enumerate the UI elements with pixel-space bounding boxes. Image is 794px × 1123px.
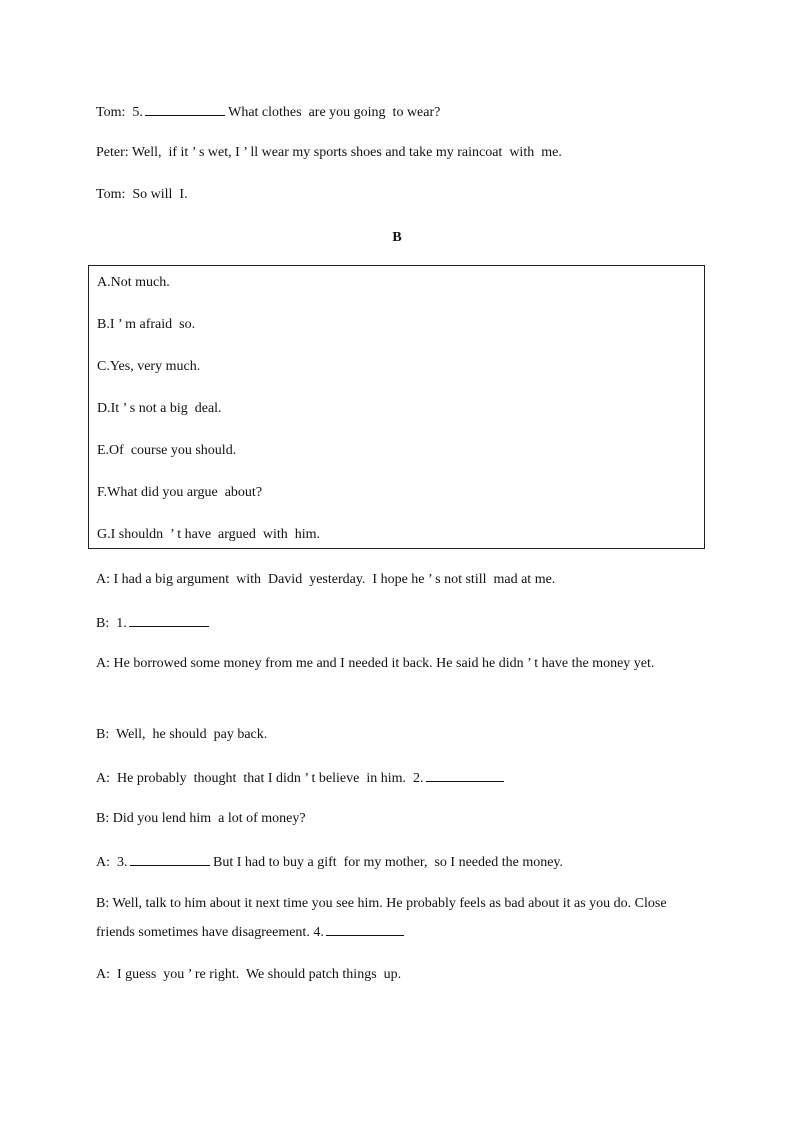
option-d: D.It ’ s not a big deal. [97,401,222,416]
answer-blank-3[interactable] [130,851,210,866]
dialogue-line-tom: Tom: So will I. [96,187,188,202]
answer-blank-1[interactable] [129,612,209,627]
option-c: C.Yes, very much. [97,359,201,374]
dialogue-line-b9: A: I guess you ’ re right. We should patch things up. [96,967,402,982]
dialogue-line-b5 [96,767,504,789]
option-f: F.What did you argue about? [97,485,263,500]
options-box [88,265,705,549]
dialogue-line-peter: Peter: Well, if it ’ s wet, I ’ ll wear my sports shoes and take my raincoat with me. [96,145,562,160]
dialogue-line-b6: B: Did you lend him a lot of money? [96,811,306,826]
dialogue-line-tom-5 [96,101,440,123]
option-b: B.I ’ m afraid so. [97,317,196,332]
line-text: Tom: 5. [96,105,143,120]
section-heading: B [392,230,402,245]
line-text: What clothes are you going to wear? [224,105,441,120]
dialogue-line-b3: A: He borrowed some money from me and I needed it back. He said he didn ’ t have the money yet. [96,656,655,671]
line-text: A: He probably thought that I didn ’ t believe in him. 2. [96,771,424,786]
line-text: B: 1. [96,616,127,631]
answer-blank-4[interactable] [326,921,404,936]
dialogue-line-b2 [96,612,209,634]
option-e: E.Of course you should. [97,443,237,458]
dialogue-line-b1: A: I had a big argument with David yesterday. I hope he ’ s not still mad at me. [96,572,556,587]
answer-blank-5[interactable] [145,101,225,116]
answer-blank-2[interactable] [426,767,504,782]
line-text: But I had to buy a gift for my mother, so I needed the money. [209,855,564,870]
line-text: B: Well, talk to him about it next time you see him. He probably feels as bad about it as you do. Close friends sometimes have disagreement. 4. [96,896,667,940]
dialogue-line-b8 [96,889,688,947]
dialogue-line-b7 [96,851,563,873]
dialogue-line-b4: B: Well, he should pay back. [96,727,268,742]
line-text: A: 3. [96,855,128,870]
option-g: G.I shouldn ’ t have argued with him. [97,527,321,542]
option-a: A.Not much. [97,275,170,290]
